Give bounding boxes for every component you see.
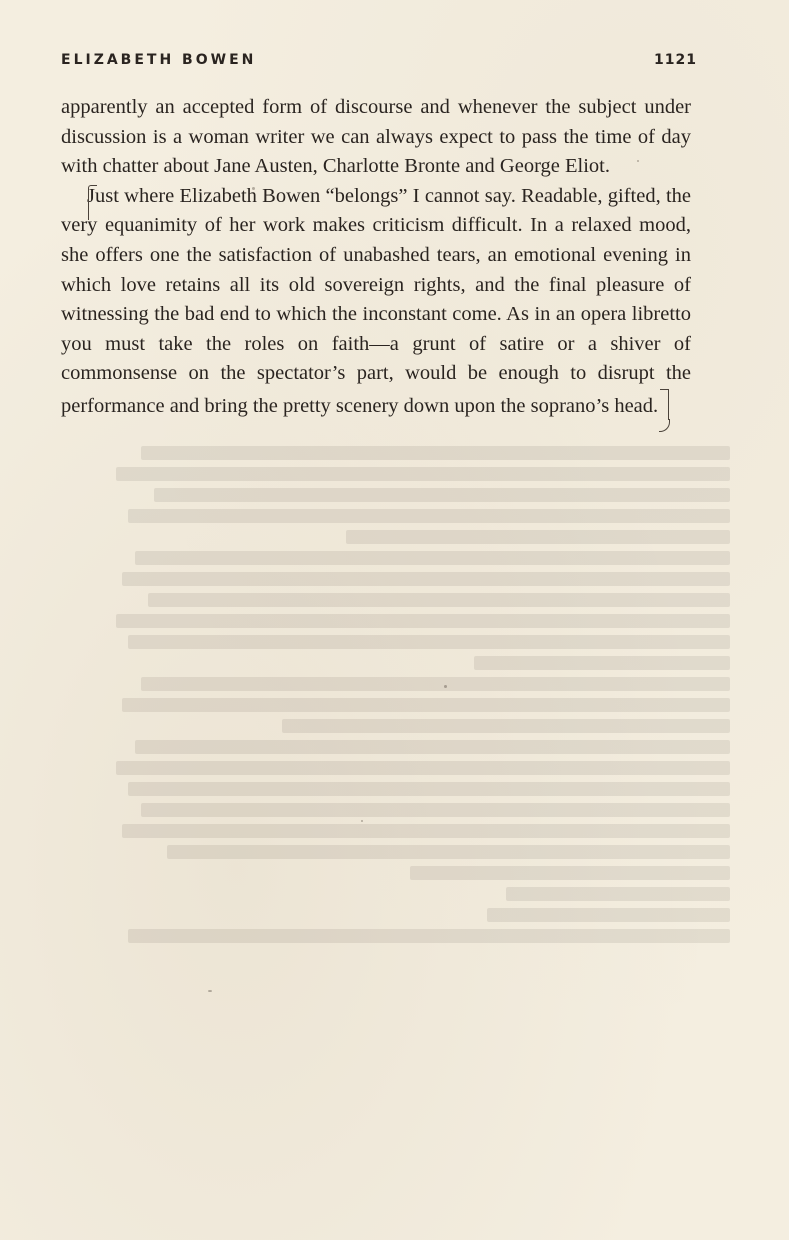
paper-speck (637, 160, 639, 162)
paper-speck (361, 820, 363, 822)
paper-speck (252, 187, 255, 190)
show-through-text (90, 440, 730, 1100)
paragraph-bracketed (61, 182, 691, 422)
page-number: 1121 (654, 52, 697, 68)
paragraph-bracketed-text: Just where Elizabeth Bowen “belongs” I cannot say. Readable, gifted, the very equanimity of her work makes criticism difficult. In a relaxed mood, she offers one the satisfaction of unabashed tears, an emotional evening in which love retains all its old sovereign rights, and the final pleasure of witnessing the bad end to which the inconstant come. As in an opera libretto you must take the roles on faith—a grunt of satire or a shiver of commonsense on the spectator’s part, would be enough to disrupt the performance and bring the pretty scenery down upon the soprano’s head. (61, 184, 691, 417)
running-head-author: ELIZABETH BOWEN (61, 52, 257, 68)
close-bracket-mark (660, 389, 669, 420)
paragraph-continued: apparently an accepted form of discourse and whenever the subject under discussion is a woman writer we can always expect to pass the time of day with chatter about Jane Austen, Charlotte Bronte and George Eliot. (61, 96, 691, 178)
running-head (61, 52, 697, 76)
paper-speck (444, 685, 447, 688)
body-text (61, 93, 691, 422)
open-bracket-mark (88, 185, 97, 220)
paper-speck (208, 990, 212, 992)
